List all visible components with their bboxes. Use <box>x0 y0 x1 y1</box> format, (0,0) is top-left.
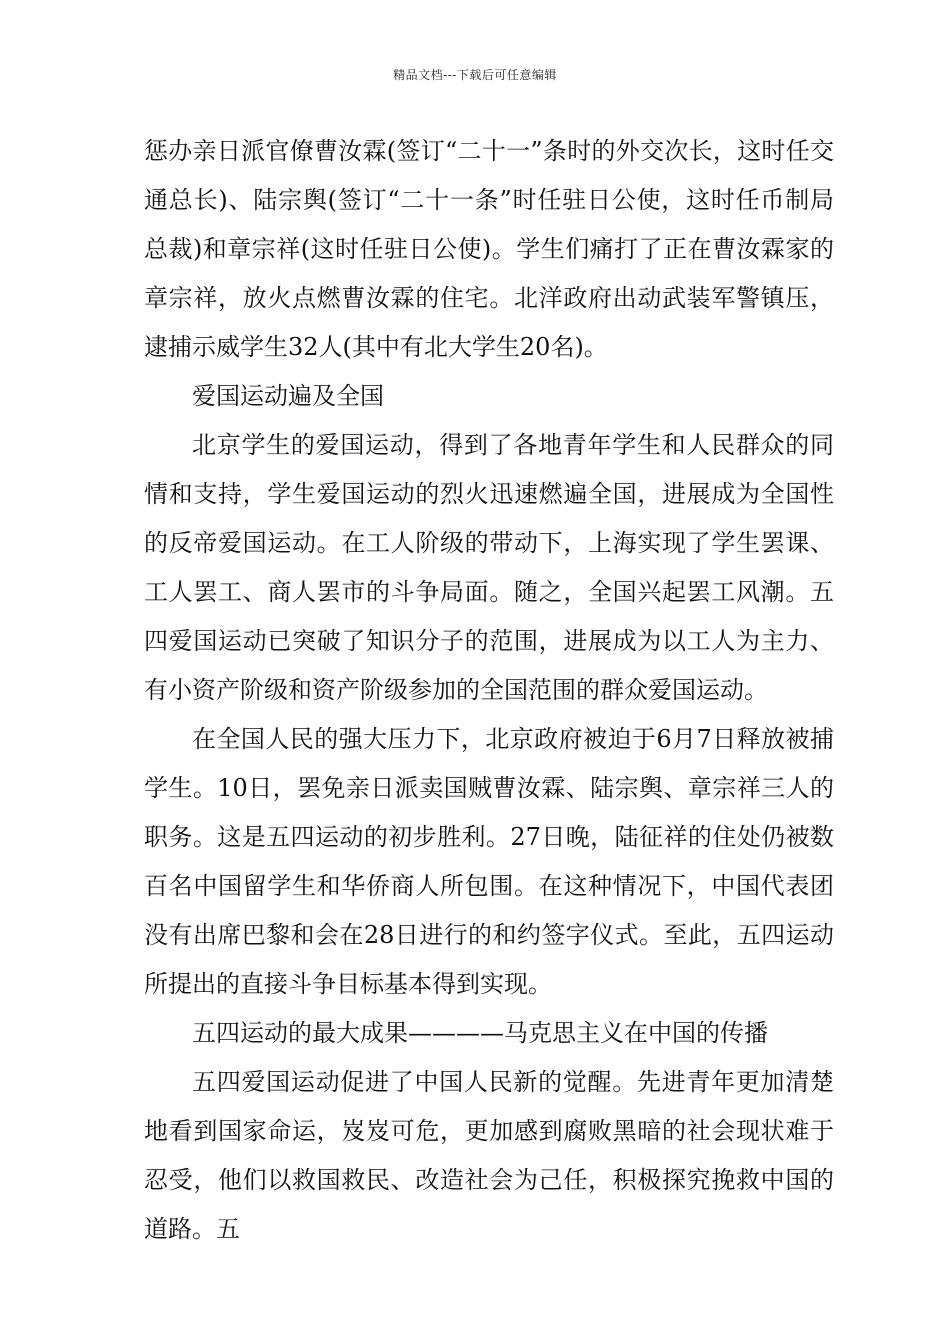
section-heading-marxism: 五四运动的最大成果————马克思主义在中国的传播 <box>192 1019 768 1047</box>
section-heading-nationwide: 爱国运动遍及全国 <box>192 382 384 410</box>
paragraph-nationwide-movement: 北京学生的爱国运动，得到了各地青年学生和人民群众的同情和支持，学生爱国运动的烈火迅速燃遍全国，进展成为全国性的反帝爱国运动。在工人阶级的带动下，上海实现了学生罢课、工人罢工、商人罢市的斗争局面。随之，全国兴起罢工风潮。五四爱国运动已突破了知识分子的范围，进展成为以工人为主力、有小资产阶级和资产阶级参加的全国范围的群众爱国运动。 <box>144 431 834 704</box>
paragraph-awakening: 五四爱国运动促进了中国人民新的觉醒。先进青年更加清楚地看到国家命运，岌岌可危，更加感到腐败黑暗的社会现状难于忍受，他们以救国救民、改造社会为己任，积极探究挽救中国的道路。五 <box>144 1068 834 1243</box>
document-body <box>144 127 834 1254</box>
page-header: 精品文档---下载后可任意编辑 <box>393 68 557 82</box>
paragraph-initial-victory: 在全国人民的强大压力下，北京政府被迫于6月7日释放被捕学生。10日，罢免亲日派卖国贼曹汝霖、陆宗舆、章宗祥三人的职务。这是五四运动的初步胜利。27日晚，陆征祥的住处仍被数百名中国留学生和华侨商人所包围。在这种情况下，中国代表团没有出席巴黎和会在28日进行的和约签字仪式。至此，五四运动所提出的直接斗争目标基本得到实现。 <box>144 725 834 998</box>
paragraph-continuation: 惩办亲日派官僚曹汝霖(签订“二十一”条时的外交次长，这时任交通总长)、陆宗舆(签订“二十一条”时任驻日公使，这时任币制局总裁)和章宗祥(这时任驻日公使)。学生们痛打了正在曹汝霖家的章宗祥，放火点燃曹汝霖的住宅。北洋政府出动武装军警镇压，逮捕示威学生32人(其中有北大学生20名)。 <box>144 137 834 361</box>
